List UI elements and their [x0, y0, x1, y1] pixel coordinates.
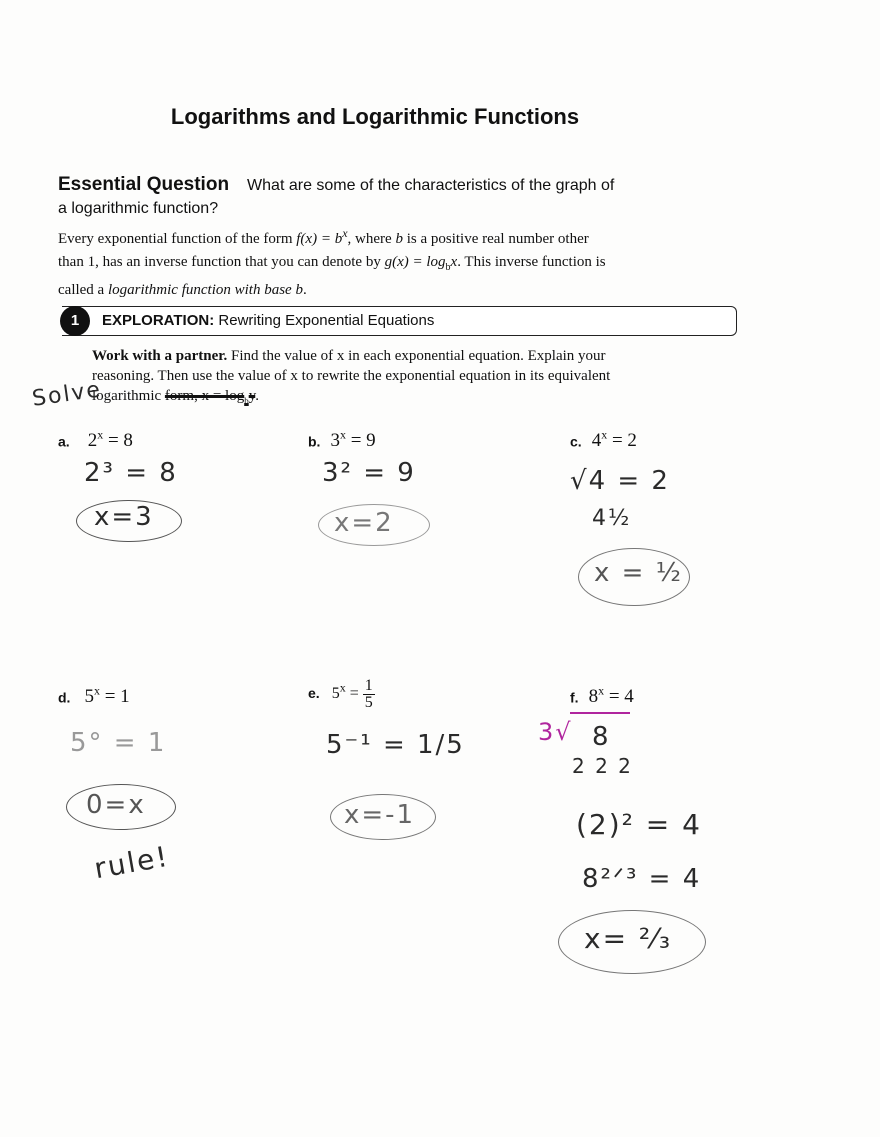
work-c-1: √4 = 2 — [570, 466, 670, 496]
work-d-1: 5° = 1 — [70, 728, 167, 758]
work-f-3: (2)² = 4 — [576, 808, 702, 841]
problem-d — [58, 684, 130, 708]
struck-text — [165, 388, 255, 404]
work-e-1: 5⁻¹ = 1/5 — [326, 730, 465, 760]
problem-label: c. — [570, 433, 582, 450]
problem-rhs: = 4 — [608, 686, 634, 708]
intro-math-sub: b — [445, 262, 451, 273]
instructions-text: . — [255, 388, 259, 404]
problem-b — [308, 428, 376, 452]
answer-c: x = ½ — [594, 558, 683, 588]
problem-label: e. — [308, 685, 320, 702]
intro-math: g(x) = log — [384, 254, 446, 270]
problem-base: 2 — [87, 430, 98, 452]
struck-part: form, x = log — [164, 388, 245, 404]
problem-label: b. — [308, 433, 321, 450]
intro-text: than 1, has an inverse function that you can denote by — [58, 254, 385, 270]
problem-e — [308, 678, 375, 711]
problem-a — [58, 428, 133, 452]
intro-math: f(x) = b — [296, 231, 343, 247]
problem-rhs: = 8 — [107, 430, 133, 452]
intro-emphasis: logarithmic function with base b — [107, 282, 303, 298]
answer-e: x=-1 — [344, 800, 416, 830]
problem-rhs: = — [349, 685, 359, 703]
problem-base: 5 — [84, 686, 94, 708]
handwritten-solve: Solve — [30, 377, 104, 412]
problem-exponent: x — [339, 680, 346, 695]
problem-rhs: = 1 — [104, 686, 130, 708]
essential-question — [58, 174, 698, 196]
intro-text: . — [302, 282, 307, 298]
intro-math: b — [395, 231, 403, 247]
exploration-number: 1 — [60, 306, 90, 336]
intro-text: . This inverse function is — [457, 254, 606, 270]
intro-text: , where — [347, 231, 396, 247]
page-title: Logarithms and Logarithmic Functions — [170, 104, 580, 129]
work-a-1: 2³ = 8 — [84, 458, 178, 488]
intro-text: called a — [58, 282, 108, 298]
problem-rhs: = 9 — [350, 430, 376, 452]
answer-f: x= ²⁄₃ — [584, 922, 673, 955]
problem-exponent: x — [93, 684, 100, 698]
problem-base: 3 — [330, 430, 340, 452]
work-b-1: 3² = 9 — [322, 458, 416, 488]
problem-base: 8 — [588, 686, 599, 708]
problem-c — [570, 428, 637, 452]
problem-exponent: x — [339, 428, 346, 442]
fraction-denominator: 5 — [364, 694, 373, 711]
problem-label: a. — [58, 433, 70, 450]
exploration-label: EXPLORATION: — [102, 312, 215, 329]
essential-question-text-2: a logarithmic function? — [58, 200, 219, 217]
note-d: rule! — [91, 839, 172, 886]
exploration-name: Rewriting Exponential Equations — [218, 312, 435, 329]
intro-text: is a positive real number other — [402, 231, 589, 247]
work-f-2: 2 2 2 — [572, 754, 633, 778]
problem-rhs: = 2 — [611, 430, 637, 452]
radical-bar — [570, 712, 630, 714]
problem-exponent: x — [598, 684, 605, 698]
instructions-text: reasoning. Then use the value of x to rewrite the exponential equation in its equivalent — [92, 368, 611, 384]
intro-text: Every exponential function of the form — [58, 231, 297, 247]
work-c-2: 4½ — [592, 506, 632, 531]
problem-base: 4 — [591, 430, 602, 452]
essential-question-label: Essential Question — [58, 174, 230, 195]
exploration-title — [102, 312, 434, 329]
problem-f — [570, 684, 634, 708]
problem-fraction — [363, 678, 375, 711]
problem-label: f. — [570, 689, 579, 706]
work-f-pink: 3√ — [538, 718, 573, 746]
instructions-text: Find the value of x in each exponential equation. Explain your — [227, 348, 606, 364]
essential-question-text: What are some of the characteristics of the graph of — [247, 177, 615, 194]
answer-d: 0=x — [86, 790, 146, 820]
answer-a: x=3 — [94, 502, 154, 532]
instructions-bold: Work with a partner. — [92, 348, 228, 364]
answer-b: x=2 — [334, 508, 394, 538]
instructions — [92, 346, 652, 411]
struck-end: y — [248, 388, 256, 404]
problem-base: 5 — [331, 685, 340, 703]
intro-paragraph — [58, 222, 668, 302]
struck-sub: b — [244, 396, 249, 406]
intro-math: x — [450, 254, 458, 270]
problem-exponent: x — [97, 428, 104, 442]
work-f-1: 8 — [592, 722, 611, 752]
problem-exponent: x — [601, 428, 608, 442]
instructions-text: logarithmic — [92, 388, 165, 404]
intro-math-sup: x — [342, 226, 348, 240]
work-f-4: 8²ᐟ³ = 4 — [582, 864, 702, 894]
problem-label: d. — [58, 689, 71, 706]
fraction-numerator: 1 — [364, 677, 373, 694]
